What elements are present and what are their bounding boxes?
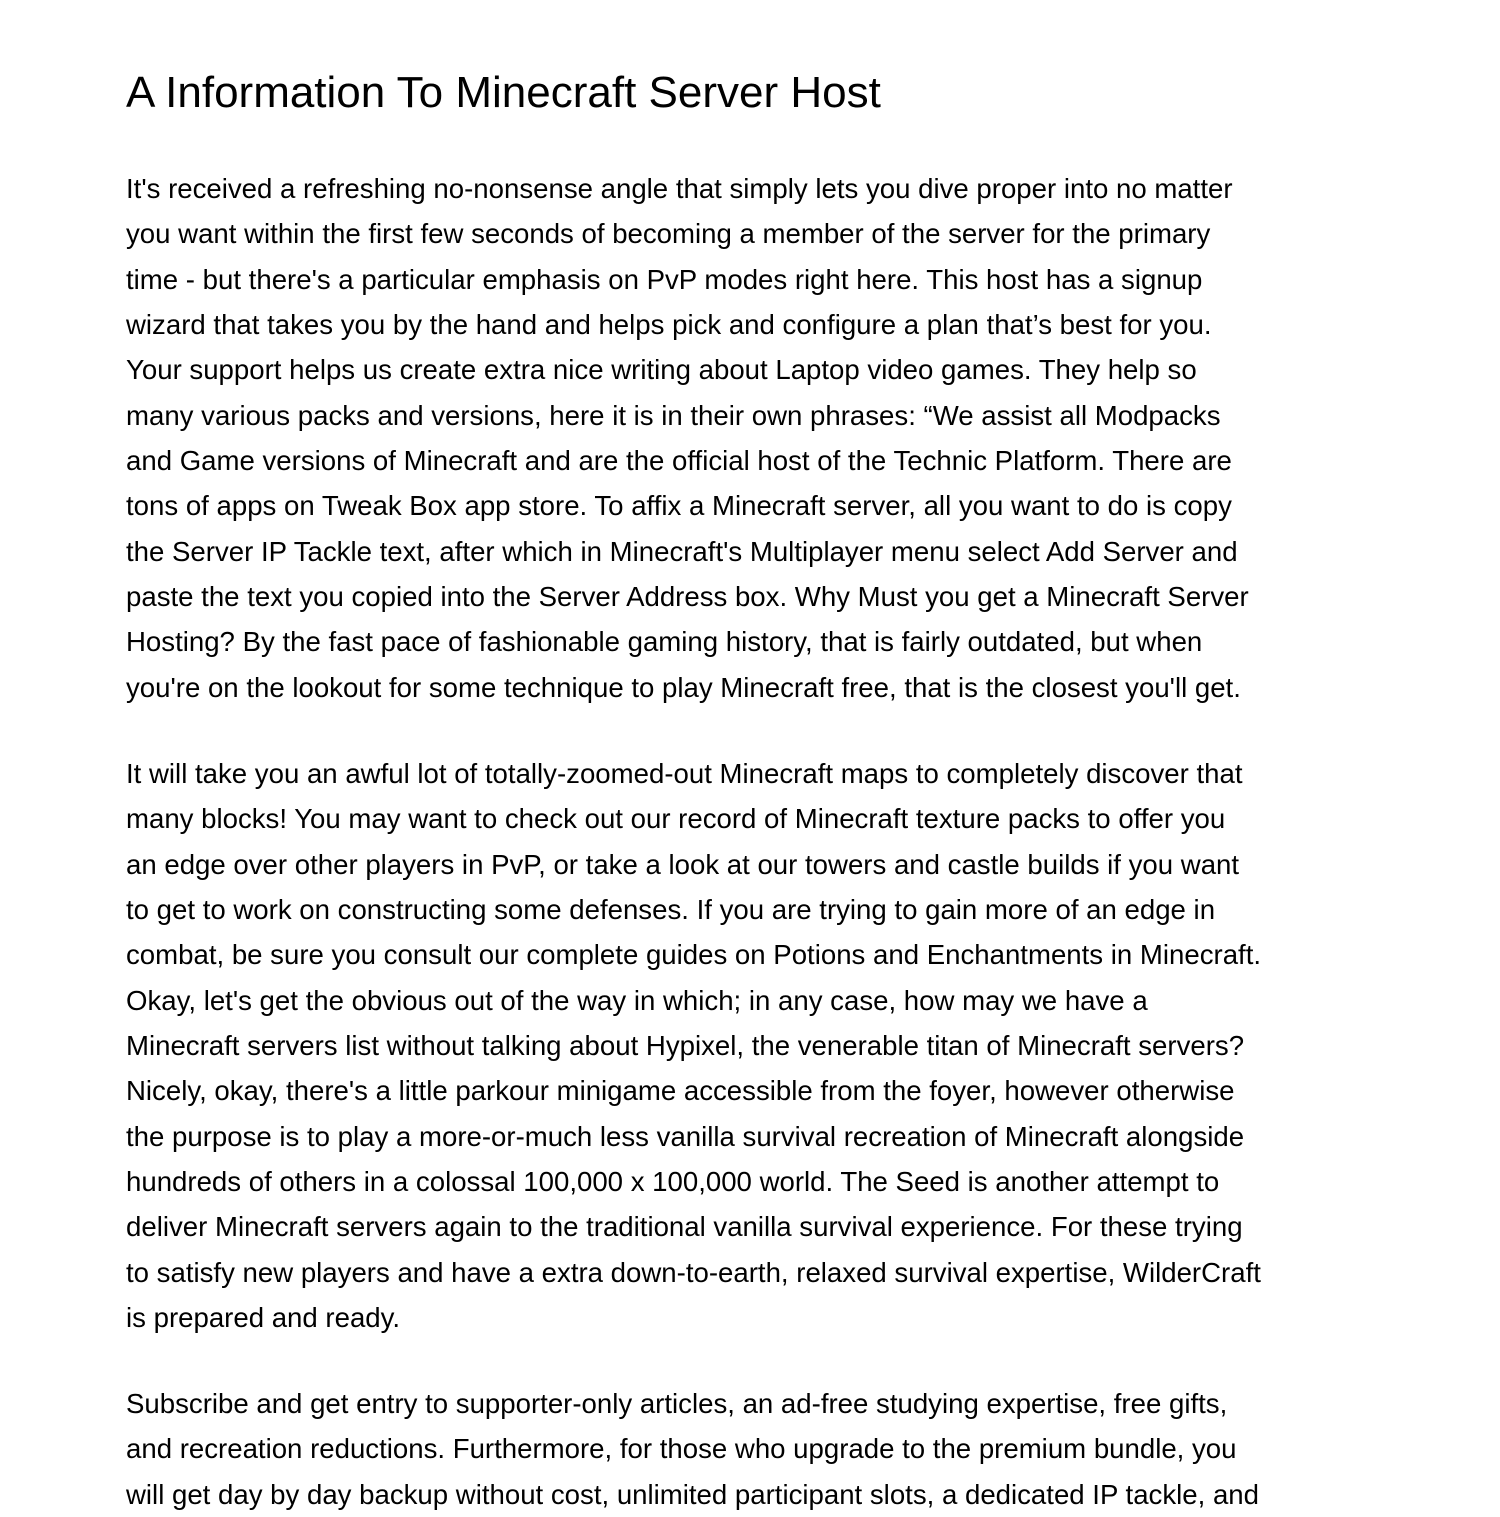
text-line: will get day by day backup without cost, unlimited participant slots, a dedicated IP tackle, and	[126, 1478, 1260, 1510]
text-line: you want within the first few seconds of becoming a member of the server for the primary	[126, 218, 1211, 250]
paragraph-3	[126, 1381, 1259, 1517]
text-line: many various packs and versions, here it is in their own phrases: “We assist all Modpacks	[126, 399, 1221, 431]
text-line: and Game versions of Minecraft and are the official host of the Technic Platform. There are	[126, 445, 1232, 477]
text-line: deliver Minecraft servers again to the traditional vanilla survival experience. For these trying	[126, 1211, 1243, 1243]
text-line: the Server IP Tackle text, after which in Minecraft's Multiplayer menu select Add Server and	[126, 535, 1238, 567]
text-line: It will take you an awful lot of totally-zoomed-out Minecraft maps to completely discover that	[126, 758, 1243, 789]
text-line: Nicely, okay, there's a little parkour minigame accessible from the foyer, however otherwise	[126, 1075, 1235, 1107]
text-line: It's received a refreshing no-nonsense angle that simply lets you dive proper into no matter	[126, 173, 1233, 204]
page-title: A Information To Minecraft Server Host	[126, 68, 881, 117]
text-line: combat, be sure you consult our complete guides on Potions and Enchantments in Minecraft.	[126, 939, 1262, 971]
paragraph-2	[126, 751, 1261, 1340]
text-line: to get to work on constructing some defenses. If you are trying to gain more of an edge in	[126, 894, 1216, 926]
text-line: an edge over other players in PvP, or take a look at our towers and castle builds if you want	[126, 848, 1240, 880]
text-line: tons of apps on Tweak Box app store. To affix a Minecraft server, all you want to do is copy	[126, 490, 1232, 522]
text-line: hundreds of others in a colossal 100,000 x 100,000 world. The Seed is another attempt to	[126, 1166, 1220, 1198]
text-line: time - but there's a particular emphasis on PvP modes right here. This host has a signup	[126, 263, 1203, 295]
text-line: paste the text you copied into the Server Address box. Why Must you get a Minecraft Server	[126, 581, 1249, 613]
text-line: Subscribe and get entry to supporter-only articles, an ad-free studying expertise, free gifts,	[126, 1388, 1228, 1419]
text-line: Okay, let's get the obvious out of the way in which; in any case, how may we have a	[126, 984, 1148, 1016]
text-line: and recreation reductions. Furthermore, for those who upgrade to the premium bundle, you	[126, 1433, 1237, 1465]
text-line: many blocks! You may want to check out our record of Minecraft texture packs to offer you	[126, 803, 1226, 835]
text-line: to satisfy new players and have a extra down-to-earth, relaxed survival expertise, WilderCraft	[126, 1256, 1261, 1288]
text-line: is prepared and ready.	[126, 1302, 401, 1334]
text-line: wizard that takes you by the hand and helps pick and configure a plan that’s best for you.	[126, 309, 1212, 341]
text-line: you're on the lookout for some technique to play Minecraft free, that is the closest you'll get.	[126, 671, 1241, 703]
text-line: Minecraft servers list without talking about Hypixel, the venerable titan of Minecraft servers?	[126, 1030, 1245, 1062]
paragraph-1	[126, 166, 1249, 710]
text-line: Hosting? By the fast pace of fashionable gaming history, that is fairly outdated, but when	[126, 626, 1203, 658]
text-line: the purpose is to play a more-or-much less vanilla survival recreation of Minecraft alongside	[126, 1120, 1245, 1152]
text-line: Your support helps us create extra nice writing about Laptop video games. They help so	[126, 354, 1197, 386]
